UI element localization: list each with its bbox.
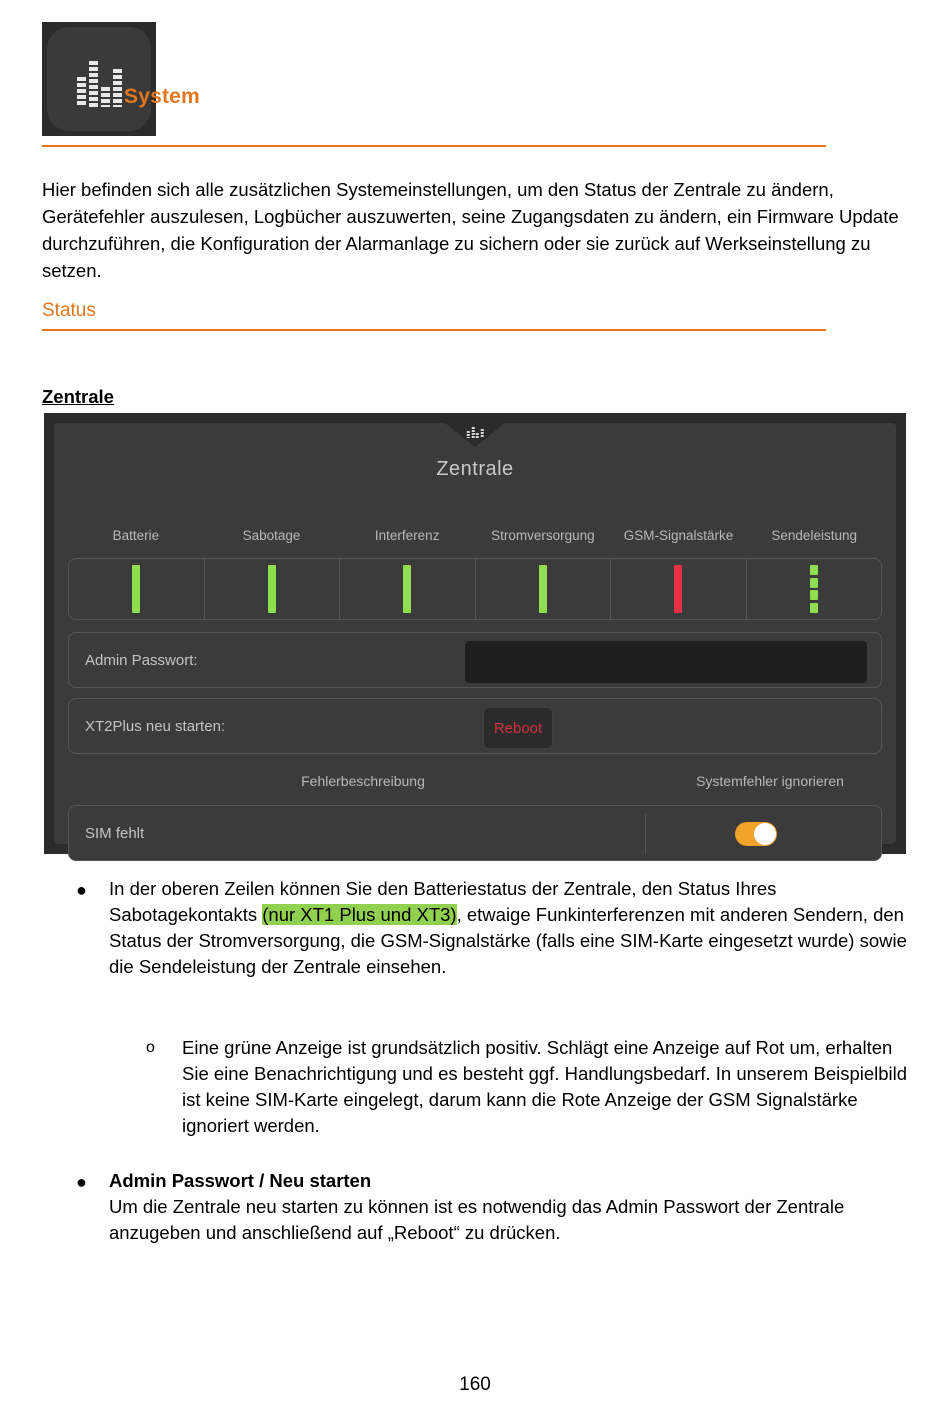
zentrale-subheading: Zentrale xyxy=(42,386,114,407)
reboot-row-label: XT2Plus neu starten: xyxy=(85,717,226,735)
status-indicator-sabotage xyxy=(205,559,341,619)
page-header xyxy=(42,22,826,142)
system-app-icon xyxy=(42,22,156,136)
status-indicator-row xyxy=(68,558,882,620)
bullet-marker: ● xyxy=(76,1172,87,1192)
sub-bullet-marker: o xyxy=(146,1039,155,1056)
bullet2-title: Admin Passwort / Neu starten xyxy=(109,1170,372,1191)
admin-password-label: Admin Passwort: xyxy=(85,651,198,669)
error-table-row xyxy=(68,805,882,861)
panel-equalizer-icon xyxy=(467,426,484,438)
equalizer-icon xyxy=(47,27,151,131)
sub-bullet-item-color-meaning xyxy=(146,1035,921,1139)
admin-password-row xyxy=(68,632,882,688)
status-bar-green xyxy=(403,565,411,613)
admin-password-input[interactable] xyxy=(465,641,867,683)
status-divider xyxy=(42,329,826,331)
status-label-interferenz: Interferenz xyxy=(374,528,440,543)
header-divider xyxy=(42,145,826,147)
toggle-knob xyxy=(754,823,776,845)
status-label-stromversorgung: Stromversorgung xyxy=(491,528,595,543)
bullet-item-admin-password xyxy=(76,1168,921,1246)
error-row-divider xyxy=(645,814,646,854)
status-indicator-interferenz xyxy=(340,559,476,619)
intro-paragraph: Hier befinden sich alle zusätzlichen Systemeinstellungen, um den Status der Zentrale zu ändern, Gerätefehler auszulesen, Logbücher auszuwerten, seine Zugangsdaten zu ändern, ein Firmware Update durchzuführen, die Konfiguration der Alarmanlage zu sichern oder sie zurück auf Werkseinstellung zu setzen. xyxy=(42,179,899,281)
bullet-marker: ● xyxy=(76,880,87,900)
sub-bullet-text: Eine grüne Anzeige ist grundsätzlich positiv. Schlägt eine Anzeige auf Rot um, erhalten Sie eine Benachrichtigung und es besteht ggf. Handlungsbedarf. In unserem Beispielbild ist keine SIM-Karte eingelegt, darum kann die Rote Anzeige der GSM Signalstärke ignoriert werden. xyxy=(182,1037,908,1136)
zentrale-screenshot-panel xyxy=(44,413,906,854)
reboot-button[interactable]: Reboot xyxy=(483,707,553,749)
status-label-sendeleistung: Sendeleistung xyxy=(771,528,857,543)
page-title: System xyxy=(124,85,200,108)
error-description: SIM fehlt xyxy=(85,824,145,842)
bullet1-highlight: (nur XT1 Plus und XT3) xyxy=(262,904,457,925)
bullet-item-status-overview xyxy=(76,876,921,980)
status-bar-red xyxy=(674,565,682,613)
status-label-batterie: Batterie xyxy=(112,528,160,543)
bullet2-text: Um die Zentrale neu starten zu können ist es notwendig das Admin Passwort der Zentrale anzugeben und anschließend auf „Reboot“ zu drücken. xyxy=(109,1196,845,1243)
status-indicator-sendeleistung xyxy=(747,559,882,619)
error-table-headers xyxy=(68,773,882,789)
error-header-ignore: Systemfehler ignorieren xyxy=(696,773,844,789)
page-number: 160 xyxy=(459,1374,491,1395)
bullet1-text-part1: In der oberen Zeilen können Sie den Batteriestatus der Zentrale, den Status Ihres Sabotagekontakts xyxy=(109,878,777,925)
bullet1-text-part2: , etwaige Funkinterferenzen mit anderen Sendern, den Status der Stromversorgung, die GSM-Signalstärke (falls eine SIM-Karte eingesetzt wurde) sowie die Sendeleistung der Zentrale einsehen. xyxy=(109,904,907,977)
status-label-gsm-signalstaerke: GSM-Signalstärke xyxy=(623,528,734,543)
status-bar-green xyxy=(132,565,140,613)
status-bar-green xyxy=(539,565,547,613)
error-header-description: Fehlerbeschreibung xyxy=(301,773,425,789)
status-bar-green xyxy=(268,565,276,613)
ignore-system-error-toggle[interactable] xyxy=(735,822,777,846)
reboot-row xyxy=(68,698,882,754)
status-label-sabotage: Sabotage xyxy=(242,528,301,543)
panel-title: Zentrale xyxy=(436,458,514,480)
panel-body xyxy=(54,423,896,844)
status-section-heading: Status xyxy=(42,300,96,321)
status-indicator-stromversorgung xyxy=(476,559,612,619)
status-column-labels xyxy=(68,528,882,543)
status-indicator-batterie xyxy=(69,559,205,619)
status-bar-segmented-green xyxy=(810,565,818,613)
status-indicator-gsm-signalstaerke xyxy=(611,559,747,619)
